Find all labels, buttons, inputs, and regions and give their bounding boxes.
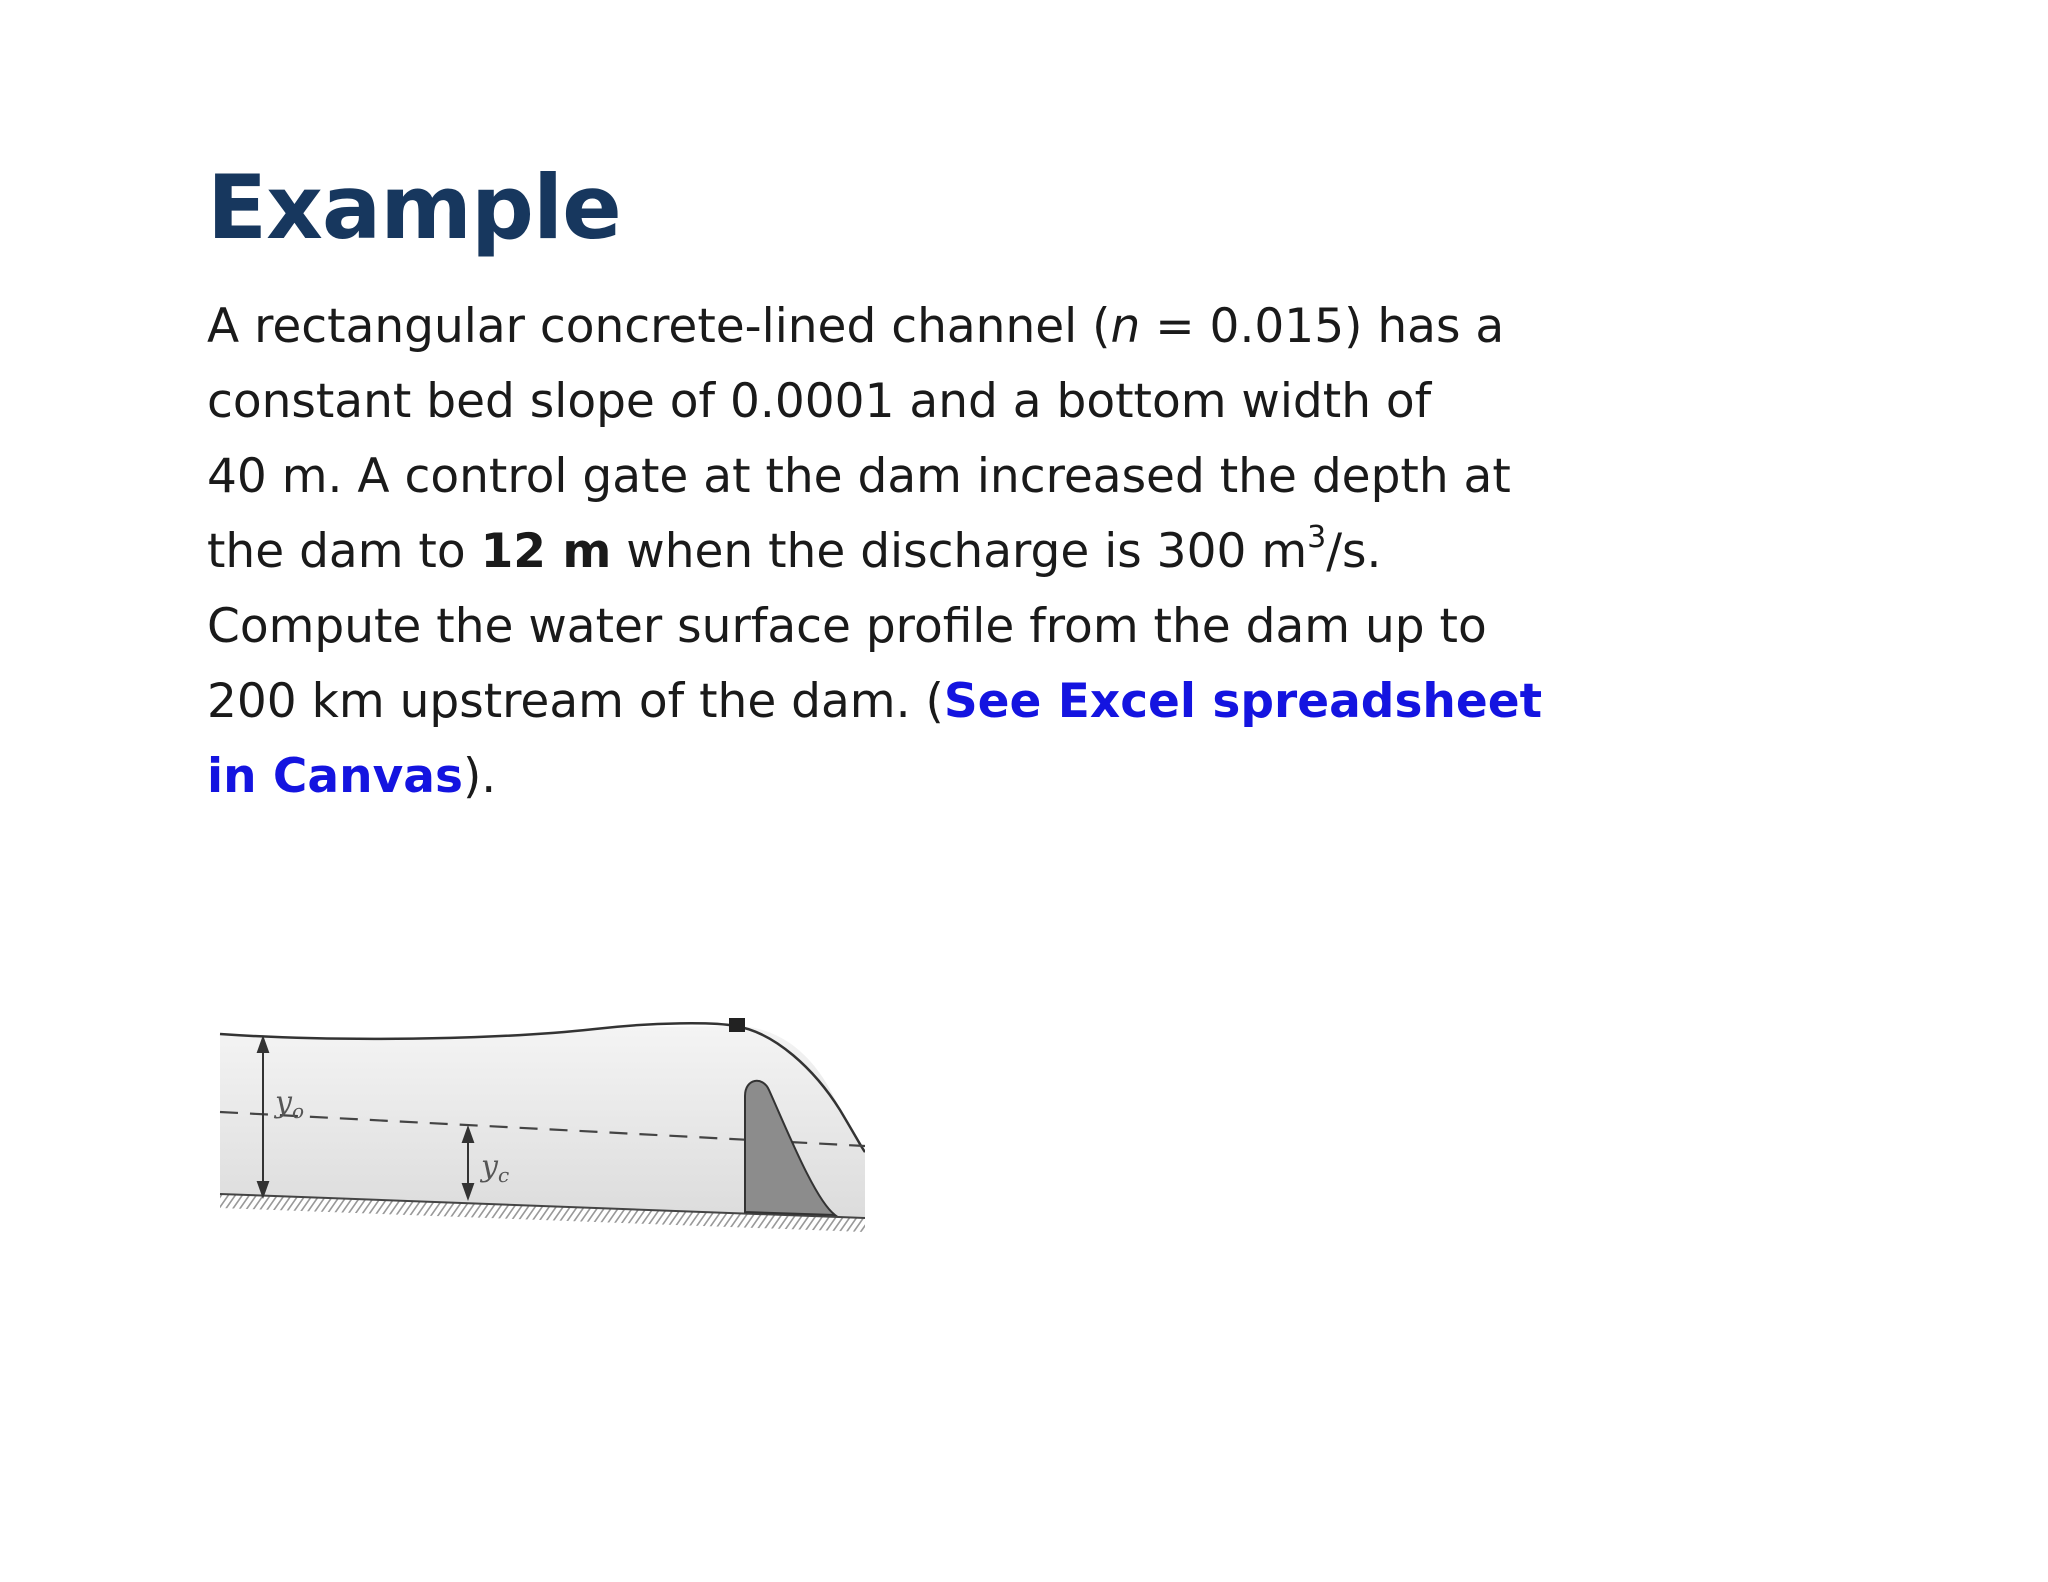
- text-line-4: [207, 514, 1647, 589]
- text-fragment: when the discharge is 300 m: [611, 524, 1308, 579]
- problem-statement: [207, 289, 1647, 814]
- slide-title: Example: [207, 156, 621, 259]
- manning-n-variable: n: [1110, 299, 1141, 354]
- text-line-1: [207, 289, 1647, 364]
- critical-depth-label: $y_c$: [481, 1149, 510, 1187]
- text-fragment: 200 km upstream of the dam. (: [207, 674, 944, 729]
- text-line-7: [207, 739, 1647, 814]
- normal-depth-label: $y_o$: [275, 1085, 304, 1123]
- text-fragment: ).: [462, 749, 497, 804]
- text-fragment: the dam to: [207, 524, 481, 579]
- text-line-5: Compute the water surface profile from the dam up to: [207, 599, 1487, 654]
- text-fragment: A rectangular concrete-lined channel (: [207, 299, 1111, 354]
- text-line-6: [207, 664, 1647, 739]
- dam-depth-value: 12 m: [480, 524, 612, 579]
- text-line-3: 40 m. A control gate at the dam increased the depth at: [207, 449, 1511, 504]
- canvas-link[interactable]: in Canvas: [207, 749, 463, 804]
- channel-profile-diagram: [215, 1000, 865, 1240]
- text-fragment: = 0.015) has a: [1140, 299, 1505, 354]
- text-fragment: /s.: [1326, 524, 1382, 579]
- control-gate: [729, 1018, 745, 1032]
- text-line-2: constant bed slope of 0.0001 and a bottom width of: [207, 374, 1432, 429]
- excel-spreadsheet-link[interactable]: See Excel spreadsheet: [943, 674, 1543, 729]
- exponent: 3: [1307, 520, 1327, 555]
